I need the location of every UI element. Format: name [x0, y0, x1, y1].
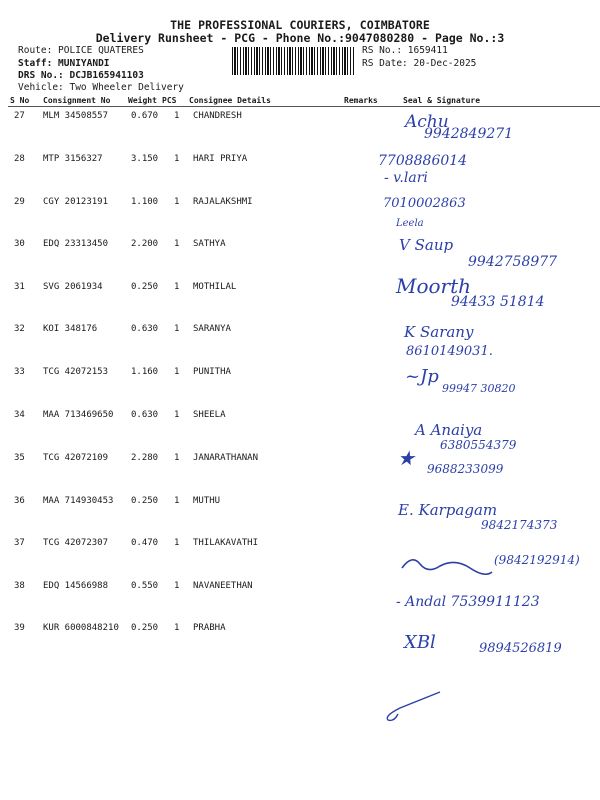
- row-weight: 0.550: [131, 581, 159, 591]
- row-pcs: 1: [174, 367, 180, 377]
- row-weight: 0.630: [131, 324, 159, 334]
- vehicle-label: Vehicle: Two Wheeler Delivery: [18, 82, 184, 93]
- row-consignee: SHEELA: [193, 410, 226, 420]
- row-consignment: TCG 42072307: [43, 538, 109, 548]
- signature-32: K Sarany: [404, 323, 474, 341]
- phone-29: 7010002863: [383, 196, 466, 211]
- stray-pen-mark: [380, 688, 450, 724]
- col-seal: Seal & Signature: [403, 96, 481, 105]
- row-consignee: SARANYA: [193, 324, 231, 334]
- phone-27: 9942849271: [424, 126, 514, 142]
- row-consignment: CGY 20123191: [43, 197, 109, 207]
- phone-39: 9894526819: [479, 641, 562, 656]
- signature-27: Achu: [405, 112, 449, 132]
- row-consignee: SATHYA: [193, 239, 226, 249]
- signature-36: E. Karpagam: [398, 501, 498, 519]
- phone-35a: 6380554379: [440, 438, 517, 452]
- row-consignment: MTP 3156327: [43, 154, 103, 164]
- row-pcs: 1: [174, 111, 180, 121]
- phone-35b: 9688233099: [427, 462, 504, 476]
- row-pcs: 1: [174, 154, 180, 164]
- row-consignee: PRABHA: [193, 623, 226, 633]
- row-pcs: 1: [174, 239, 180, 249]
- row-consignee: MOTHILAL: [193, 282, 237, 292]
- row-sno: 34: [14, 410, 25, 420]
- row-pcs: 1: [174, 538, 180, 548]
- signature-scribble-37: [400, 548, 495, 578]
- row-weight: 0.250: [131, 496, 159, 506]
- staff-label: Staff: MUNIYANDI: [18, 58, 110, 69]
- barcode-image: [232, 47, 355, 75]
- row-sno: 33: [14, 367, 25, 377]
- phone-37: (9842192914): [494, 553, 580, 567]
- row-pcs: 1: [174, 324, 180, 334]
- row-consignee: MUTHU: [193, 496, 221, 506]
- row-pcs: 1: [174, 453, 180, 463]
- signature-35: A Anaiya: [415, 421, 483, 439]
- row-consignee: HARI PRIYA: [193, 154, 248, 164]
- row-consignee: THILAKAVATHI: [193, 538, 259, 548]
- row-consignment: EDQ 23313450: [43, 239, 109, 249]
- row-consignment: KUR 6000848210: [43, 623, 119, 633]
- header-rule: [8, 106, 600, 107]
- signature-33: ~Jp: [405, 366, 439, 387]
- signature-28: - v.lari: [384, 170, 428, 186]
- row-consignment: SVG 2061934: [43, 282, 103, 292]
- signature-31: Moorth: [396, 274, 472, 298]
- row-sno: 37: [14, 538, 25, 548]
- signature-39: XBl: [404, 632, 436, 653]
- row-weight: 2.200: [131, 239, 159, 249]
- row-pcs: 1: [174, 197, 180, 207]
- col-consignee: Consignee Details: [189, 96, 271, 105]
- signature-30: V Saup: [399, 236, 454, 254]
- col-weight: Weight: [128, 96, 157, 105]
- row-consignment: MLM 34508557: [43, 111, 109, 121]
- row-pcs: 1: [174, 410, 180, 420]
- row-weight: 1.160: [131, 367, 159, 377]
- row-sno: 38: [14, 581, 25, 591]
- drs-label: DRS No.: DCJB165941103: [18, 70, 144, 81]
- row-consignee: JANARATHANAN: [193, 453, 259, 463]
- row-consignment: TCG 42072153: [43, 367, 109, 377]
- row-weight: 0.630: [131, 410, 159, 420]
- row-weight: 0.670: [131, 111, 159, 121]
- phone-32: 8610149031.: [406, 344, 493, 359]
- mark-35: ★: [397, 446, 415, 470]
- row-sno: 31: [14, 282, 25, 292]
- row-weight: 2.280: [131, 453, 159, 463]
- row-pcs: 1: [174, 282, 180, 292]
- row-weight: 1.100: [131, 197, 159, 207]
- phone-36: 9842174373: [481, 518, 558, 532]
- col-remarks: Remarks: [344, 96, 378, 105]
- row-consignee: NAVANEETHAN: [193, 581, 253, 591]
- row-sno: 29: [14, 197, 25, 207]
- initial-30: Leela: [396, 218, 424, 229]
- row-sno: 35: [14, 453, 25, 463]
- row-consignee: PUNITHA: [193, 367, 231, 377]
- row-weight: 0.470: [131, 538, 159, 548]
- row-consignment: TCG 42072109: [43, 453, 109, 463]
- row-consignment: EDQ 14566988: [43, 581, 109, 591]
- row-weight: 0.250: [131, 623, 159, 633]
- phone-31: 94433 51814: [451, 294, 545, 310]
- row-consignment: MAA 714930453: [43, 496, 114, 506]
- row-consignment: MAA 713469650: [43, 410, 114, 420]
- row-sno: 28: [14, 154, 25, 164]
- row-pcs: 1: [174, 496, 180, 506]
- row-consignee: CHANDRESH: [193, 111, 242, 121]
- phone-30: 9942758977: [468, 254, 558, 270]
- row-sno: 39: [14, 623, 25, 633]
- row-sno: 30: [14, 239, 25, 249]
- row-weight: 0.250: [131, 282, 159, 292]
- row-sno: 32: [14, 324, 25, 334]
- row-weight: 3.150: [131, 154, 159, 164]
- phone-28: 7708886014: [378, 153, 468, 169]
- row-pcs: 1: [174, 623, 180, 633]
- row-sno: 36: [14, 496, 25, 506]
- runsheet-subtitle: Delivery Runsheet - PCG - Phone No.:9047080280 - Page No.:3: [95, 31, 505, 45]
- col-pcs: PCS: [162, 96, 177, 105]
- signature-38: - Andal 7539911123: [396, 594, 540, 610]
- rs-number: RS No.: 1659411: [362, 45, 448, 56]
- row-consignee: RAJALAKSHMI: [193, 197, 253, 207]
- col-consignment: Consignment No: [43, 96, 111, 105]
- row-consignment: KOI 348176: [43, 324, 98, 334]
- company-title: THE PROFESSIONAL COURIERS, COIMBATORE: [170, 18, 430, 32]
- col-sno: S No: [10, 96, 30, 105]
- row-pcs: 1: [174, 581, 180, 591]
- phone-33: 99947 30820: [442, 382, 516, 395]
- route-label: Route: POLICE QUATERES: [18, 45, 144, 56]
- rs-date: RS Date: 20-Dec-2025: [362, 58, 477, 69]
- row-sno: 27: [14, 111, 25, 121]
